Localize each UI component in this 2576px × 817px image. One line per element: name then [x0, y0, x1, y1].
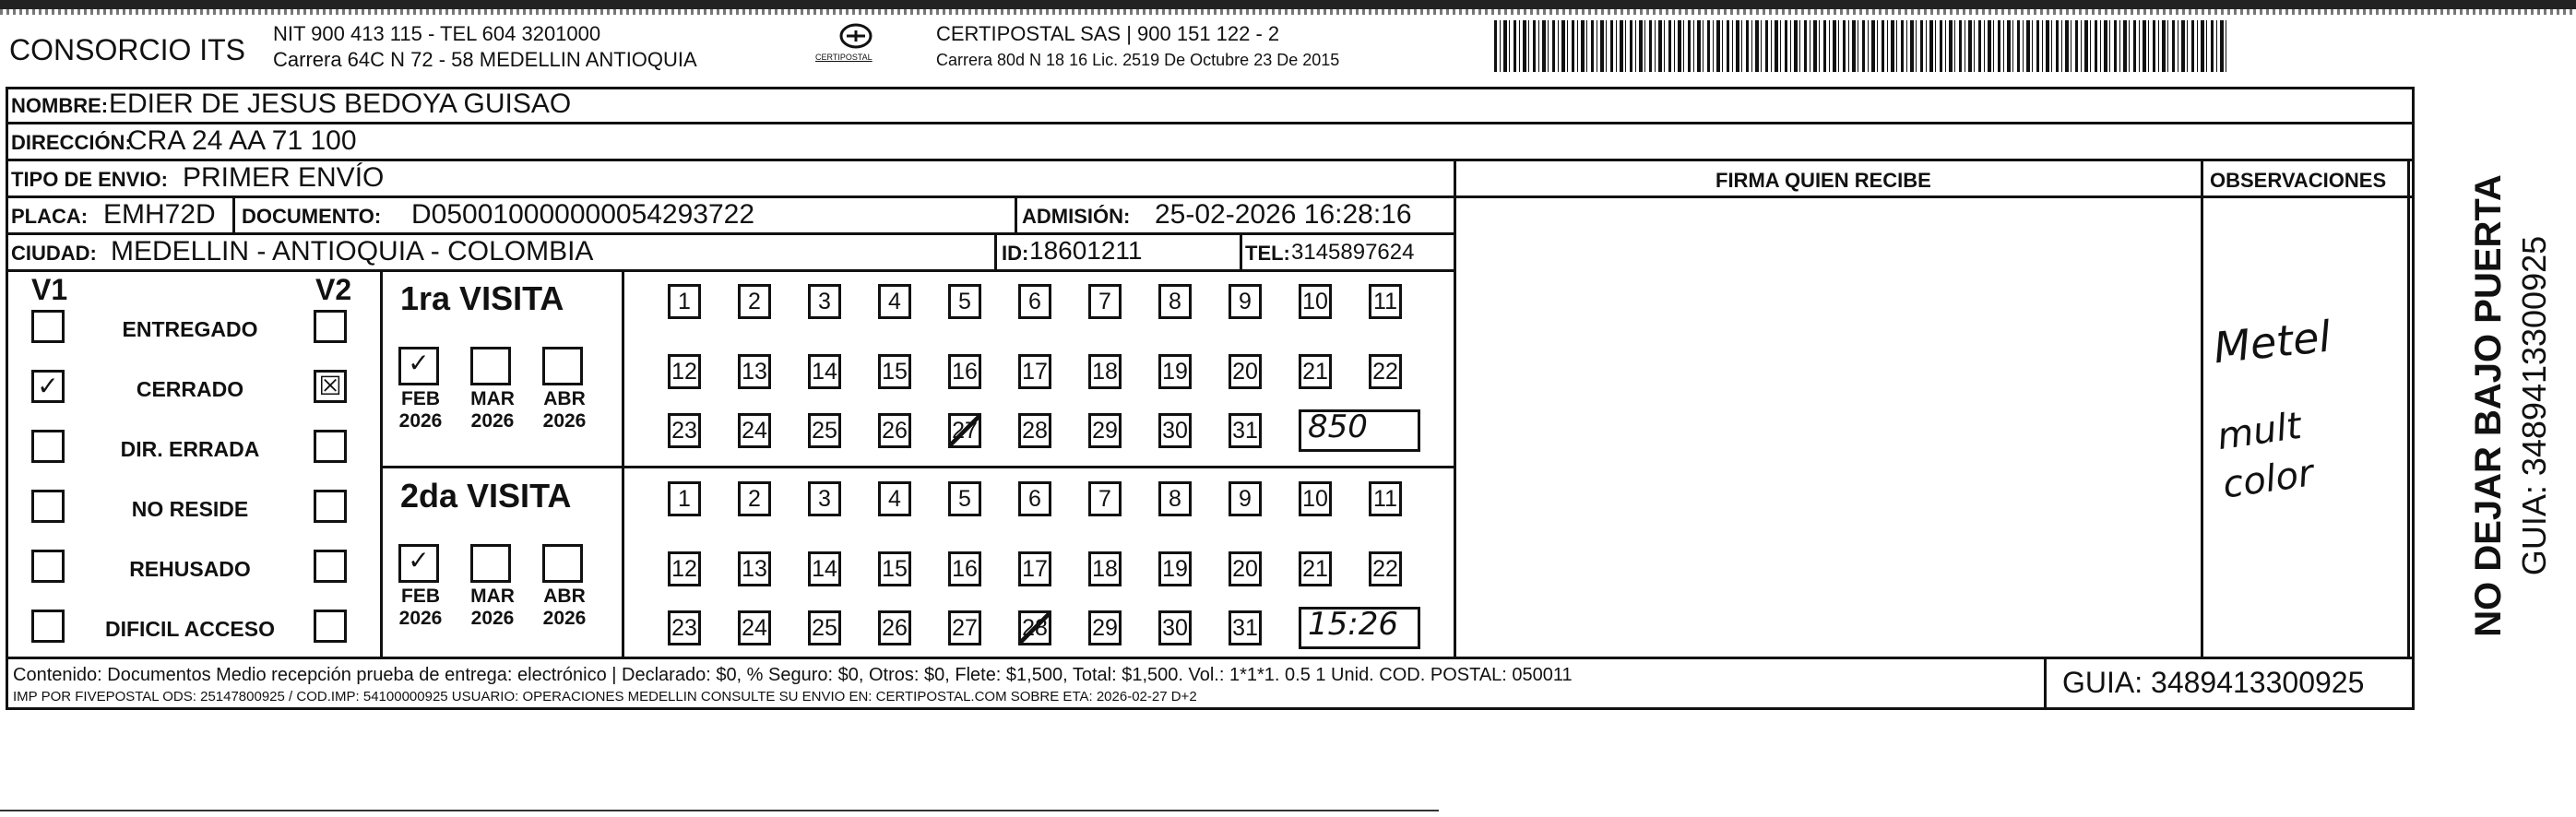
day-box[interactable]: 23 — [668, 413, 701, 448]
day-box[interactable]: 27 — [948, 413, 981, 448]
direccion-value: CRA 24 AA 71 100 — [127, 125, 357, 156]
day-box[interactable]: 16 — [948, 551, 981, 586]
day-box[interactable]: 11 — [1369, 481, 1402, 516]
scan-edge-pattern — [0, 9, 2576, 15]
day-box[interactable]: 4 — [878, 284, 911, 319]
status-label: NO RESIDE — [131, 497, 249, 521]
ciudad-value: MEDELLIN - ANTIOQUIA - COLOMBIA — [111, 236, 594, 266]
day-box[interactable]: 18 — [1088, 551, 1122, 586]
year-label: 2026 — [470, 608, 515, 629]
day-box[interactable]: 9 — [1229, 481, 1262, 516]
day-box[interactable]: 8 — [1158, 284, 1192, 319]
visit-separator — [380, 466, 1456, 468]
day-box[interactable]: 21 — [1299, 354, 1332, 389]
row-divider — [6, 159, 2415, 161]
barcode — [1494, 20, 2228, 72]
placa-label: PLACA: — [11, 205, 89, 228]
v2-label: V2 — [315, 273, 352, 306]
tel-label: TEL: — [1245, 242, 1290, 265]
day-box[interactable]: 31 — [1229, 413, 1262, 448]
col-divider — [2201, 159, 2203, 657]
status-label: CERRADO — [136, 377, 244, 401]
v2-checkbox[interactable]: ☒ — [314, 370, 347, 403]
status-divider — [380, 269, 383, 657]
visit-divider — [622, 269, 624, 657]
certipostal-logo-icon — [836, 22, 876, 50]
day-box[interactable]: 7 — [1088, 284, 1122, 319]
day-box[interactable]: 3 — [808, 284, 841, 319]
nit-line: NIT 900 413 115 - TEL 604 3201000 — [273, 22, 601, 45]
logo-text: CERTIPOSTAL — [815, 53, 873, 62]
v2-checkbox[interactable] — [314, 430, 347, 463]
nombre-label: NOMBRE: — [11, 94, 109, 117]
cell-divider — [1240, 232, 1242, 269]
day-box[interactable]: 20 — [1229, 551, 1262, 586]
status-label: ENTREGADO — [122, 317, 258, 341]
tipo-envio-label: TIPO DE ENVIO: — [11, 168, 168, 191]
day-box[interactable]: 26 — [878, 413, 911, 448]
day-box[interactable]: 7 — [1088, 481, 1122, 516]
day-box[interactable]: 13 — [738, 551, 771, 586]
carrier-line: CERTIPOSTAL SAS | 900 151 122 - 2 — [936, 22, 1280, 45]
day-box[interactable]: 2 — [738, 481, 771, 516]
month-checkbox[interactable]: ✓ — [398, 544, 439, 583]
cell-divider — [1015, 195, 1017, 232]
status-label: REHUSADO — [129, 557, 251, 581]
cell-divider — [994, 232, 997, 269]
day-box[interactable]: 8 — [1158, 481, 1192, 516]
row-divider — [6, 657, 2415, 659]
day-box[interactable]: 25 — [808, 610, 841, 645]
year-label: 2026 — [470, 410, 515, 432]
month-checkbox[interactable] — [542, 347, 583, 385]
direccion-label: DIRECCIÓN: — [11, 131, 132, 154]
bottom-cut-line — [0, 810, 1439, 811]
day-box[interactable]: 21 — [1299, 551, 1332, 586]
observaciones-header: OBSERVACIONES — [2210, 169, 2387, 192]
v2-checkbox[interactable] — [314, 610, 347, 643]
company-name: CONSORCIO ITS — [9, 33, 246, 66]
day-box[interactable]: 19 — [1158, 551, 1192, 586]
status-label: DIFICIL ACCESO — [104, 617, 275, 641]
day-box[interactable]: 31 — [1229, 610, 1262, 645]
day-box[interactable]: 15 — [878, 551, 911, 586]
day-box[interactable]: 14 — [808, 551, 841, 586]
day-box[interactable]: 9 — [1229, 284, 1262, 319]
license-line: Carrera 80d N 18 16 Lic. 2519 De Octubre 23 De 2015 — [936, 51, 1340, 69]
day-box[interactable]: 12 — [668, 354, 701, 389]
day-box[interactable]: 27 — [948, 610, 981, 645]
v1-label: V1 — [31, 273, 68, 306]
day-box[interactable]: 10 — [1299, 284, 1332, 319]
row-divider — [6, 122, 2415, 124]
cell-divider — [232, 195, 235, 232]
footer-divider — [2044, 657, 2047, 710]
day-box[interactable]: 5 — [948, 284, 981, 319]
ciudad-label: CIUDAD: — [11, 242, 97, 265]
month-label: FEB — [401, 586, 440, 607]
day-box[interactable]: 11 — [1369, 284, 1402, 319]
documento-label: DOCUMENTO: — [242, 205, 382, 228]
day-box[interactable]: 1 — [668, 481, 701, 516]
day-box[interactable]: 17 — [1018, 354, 1051, 389]
day-box[interactable]: 5 — [948, 481, 981, 516]
v1-checkbox[interactable] — [31, 310, 65, 343]
month-label: ABR — [543, 388, 586, 409]
day-box[interactable]: 24 — [738, 413, 771, 448]
month-label: MAR — [470, 586, 515, 607]
impresion-text: IMP POR FIVEPOSTAL ODS: 25147800925 / COD.IMP: 54100000925 USUARIO: OPERACIONES MEDELLIN CONSULTE SU ENVIO EN: CERTIPOSTAL.COM SOBRE ETA: 2026-02-27 D+2 — [13, 689, 1197, 705]
month-label: MAR — [470, 388, 515, 409]
day-box[interactable]: 15 — [878, 354, 911, 389]
day-box[interactable]: 29 — [1088, 413, 1122, 448]
v2-checkbox[interactable] — [314, 310, 347, 343]
row-divider — [6, 269, 1456, 272]
month-label: FEB — [401, 388, 440, 409]
admision-value: 25-02-2026 16:28:16 — [1155, 199, 1412, 230]
day-box[interactable]: 6 — [1018, 284, 1051, 319]
month-checkbox[interactable] — [542, 544, 583, 583]
year-label: 2026 — [398, 608, 443, 629]
day-box[interactable]: 3 — [808, 481, 841, 516]
v1-checkbox[interactable]: ✓ — [31, 370, 65, 403]
day-box[interactable]: 6 — [1018, 481, 1051, 516]
month-checkbox[interactable] — [470, 347, 511, 385]
month-checkbox[interactable]: ✓ — [398, 347, 439, 385]
placa-value: EMH72D — [103, 199, 216, 230]
day-box[interactable]: 29 — [1088, 610, 1122, 645]
day-box[interactable]: 17 — [1018, 551, 1051, 586]
v1-checkbox[interactable] — [31, 550, 65, 583]
day-box[interactable]: 22 — [1369, 551, 1402, 586]
day-box[interactable]: 18 — [1088, 354, 1122, 389]
v2-checkbox[interactable] — [314, 550, 347, 583]
visit-title: 2da VISITA — [400, 477, 572, 515]
contenido-text: Contenido: Documentos Medio recepción prueba de entrega: electrónico | Declarado: $0, % Seguro: $0, Otros: $0, Flete: $1,500, Total: $1,500. Vol.: 1*1*1. 0.5 1 Unid. COD. POSTAL: 050011 — [13, 665, 1573, 685]
col-divider — [1454, 159, 1456, 657]
time-handwriting: 15:26 — [1308, 606, 1398, 643]
col-divider — [2407, 159, 2410, 657]
day-box[interactable]: 12 — [668, 551, 701, 586]
tipo-envio-value: PRIMER ENVÍO — [183, 162, 385, 193]
month-checkbox[interactable] — [470, 544, 511, 583]
day-box[interactable]: 19 — [1158, 354, 1192, 389]
id-label: ID: — [1002, 242, 1029, 265]
observation-handwriting-3: color — [2220, 452, 2317, 507]
firma-header: FIRMA QUIEN RECIBE — [1715, 169, 1931, 192]
v1-checkbox[interactable] — [31, 430, 65, 463]
day-box[interactable]: 10 — [1299, 481, 1332, 516]
day-box[interactable]: 22 — [1369, 354, 1402, 389]
tel-value: 3145897624 — [1291, 240, 1415, 265]
side-guia: GUIA: 3489413300925 — [2515, 235, 2553, 576]
v2-checkbox[interactable] — [314, 490, 347, 523]
day-box[interactable]: 24 — [738, 610, 771, 645]
scan-edge — [0, 0, 2576, 9]
year-label: 2026 — [398, 410, 443, 432]
footer-guia: GUIA: 3489413300925 — [2062, 666, 2365, 699]
day-box[interactable]: 16 — [948, 354, 981, 389]
side-warning: NO DEJAR BAJO PUERTA — [2468, 174, 2509, 637]
year-label: 2026 — [542, 410, 587, 432]
day-box[interactable]: 30 — [1158, 610, 1192, 645]
v1-checkbox[interactable] — [31, 490, 65, 523]
day-box[interactable]: 26 — [878, 610, 911, 645]
observation-handwriting-2: mult — [2214, 404, 2304, 459]
v1-checkbox[interactable] — [31, 610, 65, 643]
admision-label: ADMISIÓN: — [1022, 205, 1131, 228]
month-label: ABR — [543, 586, 586, 607]
company-address: Carrera 64C N 72 - 58 MEDELLIN ANTIOQUIA — [273, 48, 697, 71]
day-box[interactable]: 1 — [668, 284, 701, 319]
id-value: 18601211 — [1029, 236, 1143, 265]
day-box[interactable]: 14 — [808, 354, 841, 389]
day-box[interactable]: 23 — [668, 610, 701, 645]
day-box[interactable]: 13 — [738, 354, 771, 389]
year-label: 2026 — [542, 608, 587, 629]
nombre-value: EDIER DE JESUS BEDOYA GUISAO — [109, 89, 572, 119]
documento-value: D050010000000054293722 — [411, 199, 755, 230]
day-box[interactable]: 2 — [738, 284, 771, 319]
time-handwriting: 850 — [1308, 408, 1368, 445]
row-divider — [6, 195, 2415, 198]
day-box[interactable]: 28 — [1018, 610, 1051, 645]
visit-title: 1ra VISITA — [400, 279, 564, 317]
day-box[interactable]: 25 — [808, 413, 841, 448]
observation-handwriting-1: Metel — [2211, 311, 2333, 373]
day-box[interactable]: 28 — [1018, 413, 1051, 448]
day-box[interactable]: 30 — [1158, 413, 1192, 448]
day-box[interactable]: 4 — [878, 481, 911, 516]
status-label: DIR. ERRADA — [120, 437, 260, 461]
day-box[interactable]: 20 — [1229, 354, 1262, 389]
